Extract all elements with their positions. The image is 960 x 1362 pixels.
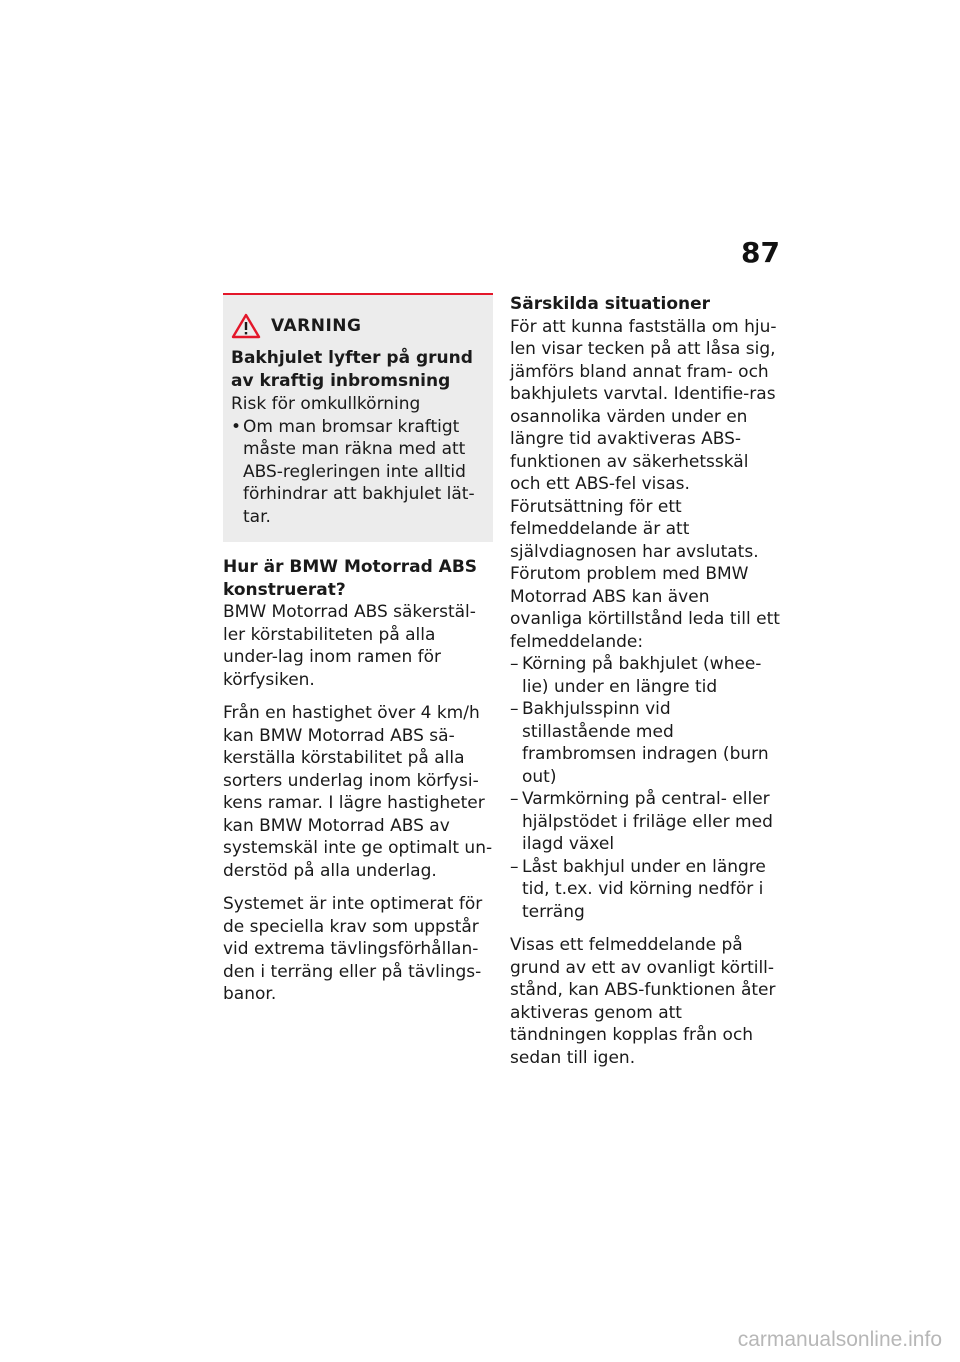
paragraph: För att kunna fastställa om hju-len visar tecken på att låsa sig, jämförs bland annat fram- och bakhjulets varvtal. Identifie-ras osannolika värden under en längre tid avaktiveras ABS-funktionen av säkerhetsskäl och ett ABS-fel visas. Förutsättning för ett felmeddelande är att självdiagnosen har avslutats. bbox=[510, 316, 777, 562]
paragraph: Förutom problem med BMW Motorrad ABS kan även ovanliga körtillstånd leda till ett felmeddelande: bbox=[510, 564, 780, 652]
warning-risk: Risk för omkullkörning bbox=[231, 394, 421, 414]
page-number: 87 bbox=[741, 236, 780, 269]
section-heading-abs: Hur är BMW Motorrad ABS konstruerat? bbox=[223, 557, 478, 600]
list-item: – Körning på bakhjulet (whee-lie) under en längre tid bbox=[510, 653, 780, 698]
situation-list bbox=[510, 653, 780, 923]
warning-label: VARNING bbox=[271, 316, 362, 336]
list-item: – Bakhjulsspinn vid stillastående med frambromsen indragen (burn out) bbox=[510, 698, 780, 788]
list-item: – Varmkörning på central- eller hjälpstödet i friläge eller med ilagd växel bbox=[510, 788, 780, 856]
left-column bbox=[223, 293, 493, 1017]
list-item: – Låst bakhjul under en längre tid, t.ex. vid körning nedför i terräng bbox=[510, 856, 780, 924]
warning-bullet: • Om man bromsar kraftigt måste man räkna med att ABS-regleringen inte alltid förhindrar att bakhjulet lät-tar. bbox=[231, 416, 485, 529]
paragraph: BMW Motorrad ABS säkerstäl-ler körstabiliteten på alla under-lag inom ramen för körfysiken. bbox=[223, 602, 476, 690]
right-column bbox=[510, 293, 780, 1080]
warning-triangle-icon bbox=[231, 313, 261, 339]
warning-header bbox=[231, 313, 485, 339]
section-heading-special: Särskilda situationer bbox=[510, 294, 711, 314]
warning-title: Bakhjulet lyfter på grund av kraftig inbromsning bbox=[231, 348, 473, 391]
warning-box bbox=[223, 293, 493, 542]
watermark: carmanualsonline.info bbox=[737, 1328, 942, 1351]
paragraph: Från en hastighet över 4 km/h kan BMW Motorrad ABS sä-kerställa körstabilitet på alla sorters underlag inom körfysi-kens ramar. I lägre hastigheter kan BMW Motorrad ABS av systemskäl inte ge optimalt un-derstöd på alla underlag. bbox=[223, 703, 493, 881]
paragraph: Systemet är inte optimerat för de speciella krav som uppstår vid extrema tävlingsförhållan-den i terräng eller på tävlings-banor. bbox=[223, 894, 483, 1004]
paragraph: Visas ett felmeddelande på grund av ett av ovanligt körtill-stånd, kan ABS-funktionen åter aktiveras genom att tändningen kopplas från och sedan till igen. bbox=[510, 935, 776, 1068]
warning-bullets bbox=[231, 416, 485, 529]
